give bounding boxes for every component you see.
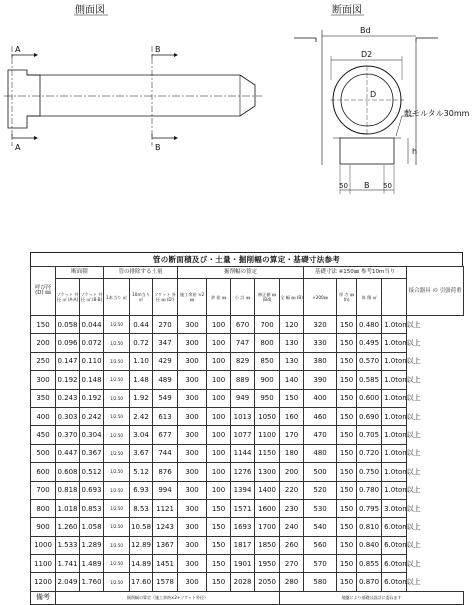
table-row	[31, 463, 464, 481]
table-cell: 1144	[231, 444, 255, 462]
table-cell: 2.049	[56, 573, 80, 591]
table-cell: 150	[207, 499, 231, 517]
table-cell: 829	[231, 352, 255, 370]
table-cell: 2.42	[130, 407, 153, 425]
table-cell: 300	[178, 444, 207, 462]
table-cell-per-pipe: 1/2.50	[104, 352, 130, 370]
table-cell: 0.810	[357, 518, 382, 536]
table-cell: 1700	[255, 518, 280, 536]
table-cell: 6.93	[130, 481, 153, 499]
table-cell-per-pipe: 1/2.50	[104, 463, 130, 481]
table-row	[31, 389, 464, 407]
table-cell: 600	[31, 463, 56, 481]
table-cell: 150	[337, 518, 357, 536]
spec-table	[30, 266, 464, 605]
table-cell: 1901	[231, 555, 255, 573]
table-cell: 500	[304, 463, 337, 481]
table-cell: 220	[280, 481, 304, 499]
col-header: ソケット 外径 ㎡ (A-A)	[56, 279, 80, 316]
table-cell-remark: 6.0ton以上	[382, 518, 407, 536]
table-cell-remark: 6.0ton以上	[382, 536, 407, 554]
table-cell: 120	[280, 316, 304, 334]
table-cell: 800	[255, 334, 280, 352]
table-cell: 150	[337, 463, 357, 481]
table-cell: 230	[280, 499, 304, 517]
table-cell: 160	[280, 407, 304, 425]
table-cell: 0.693	[80, 481, 104, 499]
table-row	[31, 444, 464, 462]
group-foundation: 基礎寸法 ※150㎜ 参考10m当り	[304, 267, 407, 279]
table-cell: 560	[304, 536, 337, 554]
col-remarks: 接合器具 の 引張荷重	[407, 267, 464, 316]
col-header: 余 裕 ㎜	[207, 279, 231, 316]
table-cell-remark: 1.0ton以上	[382, 389, 407, 407]
table-cell: 1100	[255, 426, 280, 444]
table-cell: 0.072	[80, 334, 104, 352]
table-cell: 1571	[231, 499, 255, 517]
table-cell: 150	[337, 316, 357, 334]
table-cell: 1013	[231, 407, 255, 425]
table-cell-remark: 1.0ton以上	[382, 352, 407, 370]
table-cell: 12.89	[130, 536, 153, 554]
col-header: 1本当り ㎡	[104, 279, 130, 316]
table-cell: 0.690	[357, 407, 382, 425]
table-cell: 580	[304, 573, 337, 591]
table-cell: 0.096	[56, 334, 80, 352]
table-cell: 100	[207, 463, 231, 481]
table-cell: 1578	[153, 573, 178, 591]
table-cell-per-pipe: 1/2.50	[104, 334, 130, 352]
mark-b-top: B	[155, 45, 161, 54]
table-title: 管の断面積及び・土量・掘削幅の算定・基礎寸法参考	[30, 252, 463, 266]
table-cell: 0.192	[56, 371, 80, 389]
table-row	[31, 518, 464, 536]
table-cell: 1121	[153, 499, 178, 517]
table-cell: 150	[207, 536, 231, 554]
table-cell: 0.243	[56, 389, 80, 407]
table-cell: 300	[178, 518, 207, 536]
table-row	[31, 481, 464, 499]
table-cell: 677	[153, 426, 178, 444]
table-cell-per-pipe: 1/2.50	[104, 481, 130, 499]
footer-label: 備考	[31, 591, 56, 604]
section-view-title: 断面図	[332, 5, 362, 16]
table-cell: 130	[280, 352, 304, 370]
dim-h: h	[412, 147, 418, 156]
table-cell: 300	[178, 389, 207, 407]
table-row	[31, 407, 464, 425]
table-cell: 0.304	[80, 426, 104, 444]
table-cell: 270	[153, 316, 178, 334]
table-cell-per-pipe: 1/2.50	[104, 555, 130, 573]
table-cell: 530	[304, 499, 337, 517]
table-cell: 180	[280, 444, 304, 462]
table-row	[31, 536, 464, 554]
table-cell: 429	[153, 352, 178, 370]
table-cell: 1.058	[80, 518, 104, 536]
col-diameter: 呼び径 (D) ㎜	[31, 267, 56, 316]
dim-b: B	[364, 181, 370, 190]
table-cell-per-pipe: 1/2.50	[104, 518, 130, 536]
table-cell: 1243	[153, 518, 178, 536]
table-cell: 270	[280, 555, 304, 573]
table-cell: 140	[280, 371, 304, 389]
table-cell: 1950	[255, 555, 280, 573]
table-cell: 1.289	[80, 536, 104, 554]
table-cell: 1367	[153, 536, 178, 554]
col-header: 全 幅 ㎜ (B)	[280, 279, 304, 316]
table-cell: 0.720	[357, 444, 382, 462]
table-cell: 1.489	[80, 555, 104, 573]
table-cell-remark: 1.0ton以上	[382, 444, 407, 462]
table-cell: 747	[231, 334, 255, 352]
table-cell: 200	[31, 334, 56, 352]
table-cell: 240	[280, 518, 304, 536]
col-header: ソケット 外径 ㎜ (D')	[153, 279, 178, 316]
table-cell: 900	[31, 518, 56, 536]
mark-a-top: A	[15, 45, 21, 54]
table-cell: 0.242	[80, 407, 104, 425]
table-cell: 0.750	[357, 463, 382, 481]
table-cell: 300	[178, 573, 207, 591]
table-cell: 0.044	[80, 316, 104, 334]
table-cell: 100	[207, 352, 231, 370]
table-cell: 1.92	[130, 389, 153, 407]
col-header: 10m当り ㎡	[130, 279, 153, 316]
table-cell: 0.495	[357, 334, 382, 352]
spec-table-container	[30, 252, 463, 605]
col-header: 小 計 ㎜	[231, 279, 255, 316]
table-cell: 1.741	[56, 555, 80, 573]
table-cell: 150	[337, 389, 357, 407]
table-cell: 150	[337, 536, 357, 554]
table-cell: 200	[280, 463, 304, 481]
col-header: ソケット 外径 ㎡ (B-B)	[80, 279, 104, 316]
table-cell: 0.44	[130, 316, 153, 334]
table-cell: 850	[255, 352, 280, 370]
table-cell: 100	[207, 481, 231, 499]
technical-drawings	[0, 0, 474, 250]
dim-d2: D2	[361, 50, 373, 59]
dim-bd: Bd	[360, 26, 371, 35]
table-cell: 1850	[255, 536, 280, 554]
table-cell: 150	[337, 352, 357, 370]
side-view-title: 側面図	[75, 5, 105, 16]
table-row	[31, 352, 464, 370]
table-cell: 150	[31, 316, 56, 334]
table-cell: 1.018	[56, 499, 80, 517]
table-cell: 1100	[31, 555, 56, 573]
table-cell: 0.853	[80, 499, 104, 517]
side-view-drawing	[4, 3, 262, 152]
table-cell: 570	[304, 555, 337, 573]
table-row	[31, 316, 464, 334]
table-cell: 300	[178, 463, 207, 481]
table-cell-remark: 1.0ton以上	[382, 316, 407, 334]
table-cell: 470	[304, 426, 337, 444]
table-cell: 540	[304, 518, 337, 536]
table-cell: 0.72	[130, 334, 153, 352]
col-header: 修正値 ㎜ (Bd)	[255, 279, 280, 316]
table-cell: 5.12	[130, 463, 153, 481]
table-cell: 1050	[255, 407, 280, 425]
table-cell: 300	[31, 371, 56, 389]
table-cell-per-pipe: 1/2.50	[104, 499, 130, 517]
table-cell: 0.705	[357, 426, 382, 444]
table-cell: 300	[178, 536, 207, 554]
table-cell: 460	[304, 407, 337, 425]
col-header: 体 積 ㎥	[357, 279, 382, 316]
table-cell: 300	[178, 371, 207, 389]
table-cell-per-pipe: 1/2.50	[104, 426, 130, 444]
table-cell: 14.89	[130, 555, 153, 573]
table-cell: 100	[207, 334, 231, 352]
table-row	[31, 426, 464, 444]
table-cell: 0.303	[56, 407, 80, 425]
table-cell: 17.60	[130, 573, 153, 591]
table-cell: 489	[153, 371, 178, 389]
table-cell-per-pipe: 1/2.50	[104, 389, 130, 407]
table-cell: 300	[178, 334, 207, 352]
table-cell: 150	[337, 371, 357, 389]
table-cell: 0.855	[357, 555, 382, 573]
table-cell: 100	[207, 426, 231, 444]
table-cell: 1200	[31, 573, 56, 591]
table-cell: 1600	[255, 499, 280, 517]
table-cell: 150	[337, 555, 357, 573]
table-cell: 1077	[231, 426, 255, 444]
table-cell: 0.058	[56, 316, 80, 334]
table-cell: 700	[31, 481, 56, 499]
table-cell: 150	[337, 499, 357, 517]
table-cell: 500	[31, 444, 56, 462]
table-cell: 300	[178, 352, 207, 370]
table-cell: 889	[231, 371, 255, 389]
table-cell: 480	[304, 444, 337, 462]
table-row	[31, 371, 464, 389]
table-cell: 300	[178, 555, 207, 573]
table-cell: 2028	[231, 573, 255, 591]
table-cell: 0.370	[56, 426, 80, 444]
col-header: 施工余裕 ×2 ㎜	[178, 279, 207, 316]
col-header: 厚 さ ㎜ (h)	[337, 279, 357, 316]
table-cell-per-pipe: 1/2.50	[104, 316, 130, 334]
table-cell: 10.58	[130, 518, 153, 536]
table-cell: 150	[337, 444, 357, 462]
table-cell: 613	[153, 407, 178, 425]
table-cell: 0.795	[357, 499, 382, 517]
table-cell: 994	[153, 481, 178, 499]
table-cell: 1817	[231, 536, 255, 554]
table-cell: 400	[31, 407, 56, 425]
table-cell-per-pipe: 1/2.50	[104, 536, 130, 554]
table-cell-per-pipe: 1/2.50	[104, 371, 130, 389]
table-cell: 100	[207, 444, 231, 462]
table-cell: 150	[280, 389, 304, 407]
table-cell: 300	[178, 499, 207, 517]
mortar-label: 敷モルタル30mm	[404, 109, 470, 118]
table-cell: 1.260	[56, 518, 80, 536]
table-cell: 250	[31, 352, 56, 370]
table-cell: 150	[337, 334, 357, 352]
table-cell-remark: 3.0ton以上	[382, 499, 407, 517]
table-cell: 3.67	[130, 444, 153, 462]
table-cell: 0.147	[56, 352, 80, 370]
table-cell-remark: 1.0ton以上	[382, 481, 407, 499]
table-cell: 300	[178, 481, 207, 499]
table-cell-remark: 1.0ton以上	[382, 463, 407, 481]
table-cell: 1000	[31, 536, 56, 554]
table-cell: 1.533	[56, 536, 80, 554]
table-row	[31, 334, 464, 352]
table-cell: 320	[304, 316, 337, 334]
table-cell: 949	[231, 389, 255, 407]
table-cell: 0.148	[80, 371, 104, 389]
table-cell: 3.04	[130, 426, 153, 444]
table-cell: 0.110	[80, 352, 104, 370]
table-cell: 100	[207, 407, 231, 425]
table-cell: 700	[255, 316, 280, 334]
table-cell: 744	[153, 444, 178, 462]
dim-50-left: 50	[339, 182, 348, 190]
table-cell: 8.53	[130, 499, 153, 517]
group-trench-width: 掘削幅の算定	[178, 267, 304, 279]
table-cell: 450	[31, 426, 56, 444]
mark-a-bottom: A	[15, 143, 21, 152]
table-cell: 1400	[255, 481, 280, 499]
table-cell-remark: 1.0ton以上	[382, 426, 407, 444]
table-cell: 150	[337, 573, 357, 591]
table-cell-remark: 1.0ton以上	[382, 371, 407, 389]
table-cell: 100	[207, 389, 231, 407]
table-cell: 380	[304, 352, 337, 370]
group-section-area: 断面積	[56, 267, 104, 279]
table-cell: 0.192	[80, 389, 104, 407]
table-cell-remark: 1.0ton以上	[382, 407, 407, 425]
table-cell: 150	[207, 573, 231, 591]
table-cell: 0.570	[357, 352, 382, 370]
table-cell: 0.870	[357, 573, 382, 591]
table-cell-remark: 6.0ton以上	[382, 573, 407, 591]
cross-section-drawing	[294, 3, 470, 194]
table-cell: 1.760	[80, 573, 104, 591]
table-cell: 0.480	[357, 316, 382, 334]
table-cell-remark: 6.0ton以上	[382, 555, 407, 573]
table-cell: 520	[304, 481, 337, 499]
table-cell: 1693	[231, 518, 255, 536]
table-cell-per-pipe: 1/2.50	[104, 444, 130, 462]
table-cell: 347	[153, 334, 178, 352]
footer-note-mid: 掘削幅の算定（施工余裕×2+ソケット外径）	[56, 591, 280, 604]
table-cell: 150	[207, 518, 231, 536]
table-cell: 330	[304, 334, 337, 352]
table-cell: 300	[178, 426, 207, 444]
table-cell: 876	[153, 463, 178, 481]
table-cell: 100	[207, 371, 231, 389]
table-cell: 170	[280, 426, 304, 444]
table-cell: 150	[337, 407, 357, 425]
table-cell: 950	[255, 389, 280, 407]
mark-b-bottom: B	[155, 143, 161, 152]
table-cell: 0.367	[80, 444, 104, 462]
table-cell: 549	[153, 389, 178, 407]
table-row	[31, 573, 464, 591]
table-cell: 1.48	[130, 371, 153, 389]
table-cell: 390	[304, 371, 337, 389]
table-cell-remark: 1.0ton以上	[382, 334, 407, 352]
table-cell: 280	[280, 573, 304, 591]
table-cell: 1276	[231, 463, 255, 481]
table-cell: 0.512	[80, 463, 104, 481]
table-cell: 150	[337, 481, 357, 499]
table-cell-per-pipe: 1/2.50	[104, 573, 130, 591]
table-cell: 0.780	[357, 481, 382, 499]
table-cell: 800	[31, 499, 56, 517]
dim-d: D	[370, 90, 377, 99]
table-cell: 0.818	[56, 481, 80, 499]
table-cell: 900	[255, 371, 280, 389]
table-cell: 400	[304, 389, 337, 407]
table-cell: 670	[231, 316, 255, 334]
table-cell: 350	[31, 389, 56, 407]
footer-note-right: 地盤により基礎は設計に委ねます	[280, 591, 464, 604]
dim-50-right: 50	[383, 182, 392, 190]
group-excavated-soil: 管の排除する土量	[104, 267, 178, 279]
table-cell: 1394	[231, 481, 255, 499]
table-row	[31, 555, 464, 573]
table-cell: 1.10	[130, 352, 153, 370]
table-cell: 260	[280, 536, 304, 554]
table-cell: 0.608	[56, 463, 80, 481]
table-cell: 300	[178, 407, 207, 425]
table-cell: 1451	[153, 555, 178, 573]
col-header: +200㎜	[304, 279, 337, 316]
table-cell: 0.585	[357, 371, 382, 389]
table-cell: 300	[178, 316, 207, 334]
table-cell: 0.447	[56, 444, 80, 462]
table-cell: 1150	[255, 444, 280, 462]
table-cell: 150	[337, 426, 357, 444]
table-cell: 0.600	[357, 389, 382, 407]
table-cell: 1300	[255, 463, 280, 481]
table-cell: 150	[207, 555, 231, 573]
table-cell: 2050	[255, 573, 280, 591]
table-row	[31, 499, 464, 517]
table-cell-per-pipe: 1/2.50	[104, 407, 130, 425]
table-cell: 100	[207, 316, 231, 334]
table-cell: 0.840	[357, 536, 382, 554]
table-cell: 130	[280, 334, 304, 352]
